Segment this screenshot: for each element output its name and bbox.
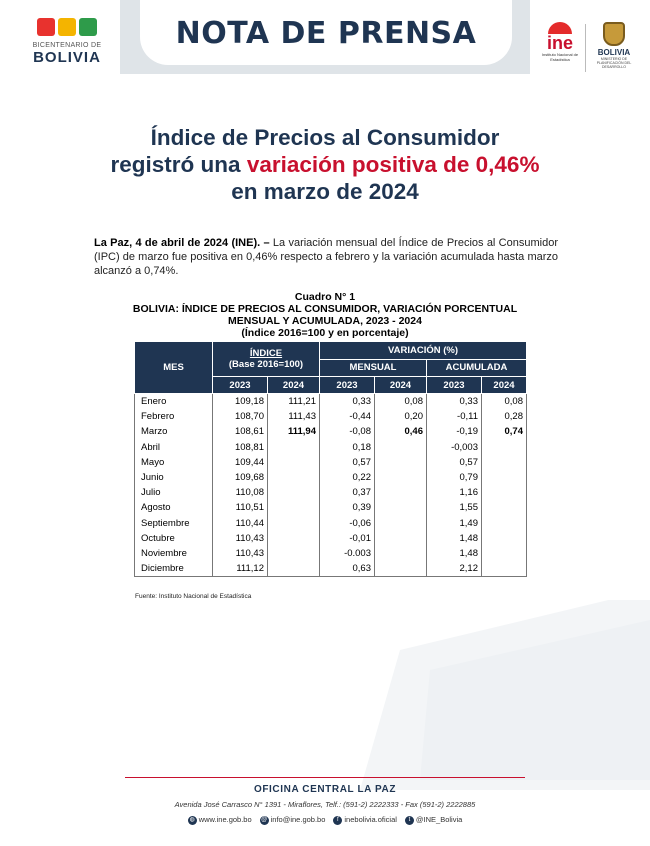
table-row [135, 409, 527, 424]
footer-office: OFICINA CENTRAL LA PAZ [253, 784, 397, 795]
table-title-line-2: MENSUAL Y ACUMULADA, 2023 - 2024 [228, 315, 422, 327]
cell-acumulada-2024: 0,74 [482, 424, 527, 439]
cell-mensual-2023: 0,22 [320, 470, 375, 485]
header-indice [213, 342, 320, 377]
ipc-table [134, 341, 527, 577]
footer-link-text: www.ine.gob.bo [198, 815, 252, 824]
footer-link-text: info@ine.gob.bo [270, 815, 326, 824]
footer-link-text: inebolivia.oficial [344, 815, 397, 824]
dateline: La Paz, 4 de abril de 2024 (INE). – [94, 237, 270, 249]
table-row [135, 561, 527, 577]
cell-mensual-2024: 0,46 [375, 424, 427, 439]
headline-line-3: en marzo de 2024 [231, 179, 419, 204]
cell-mensual-2024: 0,08 [375, 394, 427, 410]
lead-paragraph [94, 236, 558, 278]
cell-mensual-2023: 0,18 [320, 440, 375, 455]
cell-acumulada-2024 [482, 440, 527, 455]
cell-mensual-2023: -0,08 [320, 424, 375, 439]
cell-mes: Octubre [135, 531, 213, 546]
cell-acumulada-2024: 0,28 [482, 409, 527, 424]
footer-link[interactable] [333, 815, 397, 825]
cell-acumulada-2023: -0,11 [427, 409, 482, 424]
footer-link[interactable] [188, 815, 252, 825]
cell-acumulada-2024 [482, 485, 527, 500]
footer-links [0, 815, 650, 825]
cell-indice-2024 [268, 546, 320, 561]
cell-mes: Junio [135, 470, 213, 485]
ine-logo [540, 22, 580, 82]
cell-indice-2024 [268, 470, 320, 485]
header-mes: MES [135, 342, 213, 394]
cell-indice-2023: 110,43 [213, 531, 268, 546]
cell-indice-2024 [268, 500, 320, 515]
header-year-indice-2023: 2023 [213, 377, 268, 394]
cell-indice-2024: 111,94 [268, 424, 320, 439]
coat-of-arms-icon [603, 22, 625, 46]
table-body [135, 394, 527, 577]
cell-indice-2024 [268, 440, 320, 455]
cell-indice-2023: 109,68 [213, 470, 268, 485]
lead-body: La variación mensual del Índice de Precios al Consumidor (IPC) de marzo fue positiva en 0,46% respecto a febrero y la variación acumulada hasta marzo alcanzó a 0,74%. [94, 237, 558, 277]
cell-indice-2024 [268, 561, 320, 577]
cell-indice-2024: 111,21 [268, 394, 320, 410]
cell-mes: Mayo [135, 455, 213, 470]
table-number: Cuadro N° 1 [294, 291, 356, 303]
cell-indice-2023: 110,43 [213, 546, 268, 561]
table-row [135, 455, 527, 470]
logo-divider [585, 24, 586, 72]
cell-mes: Abril [135, 440, 213, 455]
ine-logo-text: ine [546, 33, 573, 53]
cell-acumulada-2024 [482, 561, 527, 577]
page-header [0, 0, 650, 88]
cell-mensual-2024 [375, 561, 427, 577]
header-year-acumulada-2023: 2023 [427, 377, 482, 394]
bicentenario-emblem-icon [22, 18, 112, 36]
header-acumulada: ACUMULADA [427, 359, 527, 377]
table-row [135, 440, 527, 455]
table-row [135, 500, 527, 515]
cell-acumulada-2023: 1,55 [427, 500, 482, 515]
cell-mensual-2024 [375, 440, 427, 455]
cell-acumulada-2023: 1,48 [427, 546, 482, 561]
bicentenario-label: BICENTENARIO DE [32, 42, 102, 49]
cell-mensual-2024 [375, 470, 427, 485]
cell-mes: Agosto [135, 500, 213, 515]
cell-indice-2023: 110,51 [213, 500, 268, 515]
footer-link-text: @INE_Bolivia [415, 815, 463, 824]
cell-acumulada-2023: 0,57 [427, 455, 482, 470]
cell-mensual-2024 [375, 531, 427, 546]
globe-icon: ◍ [189, 816, 195, 823]
cell-acumulada-2023: -0,19 [427, 424, 482, 439]
cell-acumulada-2024 [482, 500, 527, 515]
headline-prefix: registró una [110, 152, 247, 177]
headline [0, 124, 650, 205]
table-title-line-3: (Índice 2016=100 y en porcentaje) [241, 327, 409, 339]
cell-mensual-2024 [375, 455, 427, 470]
footer-address: Avenida José Carrasco N° 1391 - Miraflores, Telf.: (591-2) 2222333 - Fax (591-2) 2222885 [174, 800, 476, 809]
cell-indice-2024 [268, 485, 320, 500]
header-variacion: VARIACIÓN (%) [320, 342, 527, 360]
header-year-mensual-2023: 2023 [320, 377, 375, 394]
cell-acumulada-2023: 2,12 [427, 561, 482, 577]
table-row [135, 531, 527, 546]
cell-mensual-2023: 0,37 [320, 485, 375, 500]
table-row [135, 424, 527, 439]
cell-indice-2023: 108,70 [213, 409, 268, 424]
cell-acumulada-2023: -0,003 [427, 440, 482, 455]
cell-indice-2023: 111,12 [213, 561, 268, 577]
table-row [135, 546, 527, 561]
cell-mes: Septiembre [135, 516, 213, 531]
cell-mensual-2023: 0,63 [320, 561, 375, 577]
cell-acumulada-2023: 1,49 [427, 516, 482, 531]
cell-indice-2023: 110,44 [213, 516, 268, 531]
cell-mensual-2023: 0,57 [320, 455, 375, 470]
cell-mensual-2023: -0,01 [320, 531, 375, 546]
bicentenario-logo [22, 18, 112, 78]
table-title-line-1: BOLIVIA: ÍNDICE DE PRECIOS AL CONSUMIDOR, VARIACIÓN PORCENTUAL [132, 303, 518, 315]
cell-mensual-2024 [375, 500, 427, 515]
cell-indice-2024: 111,43 [268, 409, 320, 424]
facebook-icon: f [333, 816, 342, 825]
footer-link[interactable] [405, 815, 462, 825]
ine-logo-sub: Instituto Nacional de Estadística [541, 52, 579, 62]
cell-mes: Julio [135, 485, 213, 500]
cell-indice-2023: 110,08 [213, 485, 268, 500]
header-year-mensual-2024: 2024 [375, 377, 427, 394]
cell-acumulada-2024: 0,08 [482, 394, 527, 410]
headline-line-1: Índice de Precios al Consumidor [150, 125, 500, 150]
cell-indice-2024 [268, 531, 320, 546]
cell-acumulada-2024 [482, 531, 527, 546]
twitter-icon: t [405, 816, 414, 825]
footer-link[interactable] [260, 815, 326, 825]
cell-indice-2023: 109,44 [213, 455, 268, 470]
cell-mensual-2024 [375, 516, 427, 531]
cell-acumulada-2023: 0,33 [427, 394, 482, 410]
headline-highlight: variación positiva de 0,46% [246, 152, 540, 177]
headline-line-2 [0, 151, 650, 178]
cell-mes: Enero [135, 394, 213, 410]
cell-mensual-2024: 0,20 [375, 409, 427, 424]
ministry-logo-text: BOLIVIA [597, 48, 631, 57]
bicentenario-country: BOLIVIA [33, 49, 101, 66]
cell-acumulada-2024 [482, 470, 527, 485]
mail-icon: @ [261, 816, 268, 823]
cell-indice-2023: 108,61 [213, 424, 268, 439]
header-year-indice-2024: 2024 [268, 377, 320, 394]
cell-indice-2023: 109,18 [213, 394, 268, 410]
header-indice-base: (Base 2016=100) [228, 359, 304, 370]
header-title-box [140, 0, 512, 65]
footer-divider [125, 777, 525, 778]
table-row [135, 470, 527, 485]
cell-mes: Noviembre [135, 546, 213, 561]
cell-indice-2024 [268, 455, 320, 470]
cell-mensual-2023: 0,39 [320, 500, 375, 515]
cell-acumulada-2023: 1,16 [427, 485, 482, 500]
decorative-background-shape [0, 600, 650, 790]
ministry-logo-sub: MINISTERIO DE PLANIFICACIÓN DEL DESARROLLO [596, 57, 632, 69]
header-indice-label: ÍNDICE [249, 348, 283, 359]
cell-mes: Marzo [135, 424, 213, 439]
cell-mensual-2023: -0.003 [320, 546, 375, 561]
ministry-logo [590, 22, 638, 78]
cell-acumulada-2024 [482, 455, 527, 470]
cell-mensual-2023: -0,44 [320, 409, 375, 424]
cell-indice-2024 [268, 516, 320, 531]
table-row [135, 516, 527, 531]
cell-mensual-2023: -0,06 [320, 516, 375, 531]
header-year-acumulada-2024: 2024 [482, 377, 527, 394]
page-title: NOTA DE PRENSA [175, 16, 477, 51]
cell-acumulada-2024 [482, 516, 527, 531]
cell-mensual-2024 [375, 485, 427, 500]
cell-indice-2023: 108,81 [213, 440, 268, 455]
cell-mes: Febrero [135, 409, 213, 424]
table-source: Fuente: Instituto Nacional de Estadística [135, 593, 252, 600]
cell-mensual-2023: 0,33 [320, 394, 375, 410]
table-row [135, 394, 527, 410]
cell-mensual-2024 [375, 546, 427, 561]
cell-acumulada-2024 [482, 546, 527, 561]
header-mensual: MENSUAL [320, 359, 427, 377]
cell-acumulada-2023: 0,79 [427, 470, 482, 485]
table-row [135, 485, 527, 500]
cell-mes: Diciembre [135, 561, 213, 577]
cell-acumulada-2023: 1,48 [427, 531, 482, 546]
